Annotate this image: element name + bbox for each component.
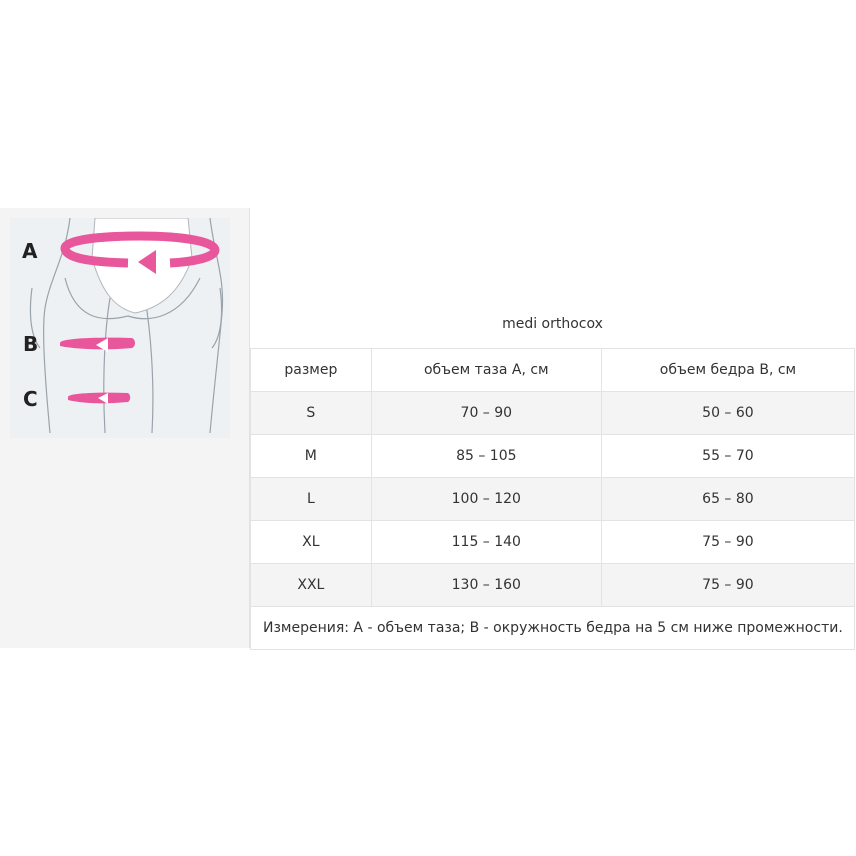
measurement-note: Измерения: А - объем таза; В - окружность бедра на 5 см ниже промежности. bbox=[251, 607, 855, 650]
cell-thigh: 75 – 90 bbox=[601, 564, 854, 607]
cell-size: S bbox=[251, 392, 372, 435]
table-row bbox=[251, 521, 855, 564]
cell-size: XXL bbox=[251, 564, 372, 607]
table-title: medi orthocox bbox=[502, 316, 603, 332]
header-hip-volume: объем таза A, см bbox=[371, 349, 601, 392]
header-thigh-volume: объем бедра B, см bbox=[601, 349, 854, 392]
cell-hip: 130 – 160 bbox=[371, 564, 601, 607]
table-row bbox=[251, 435, 855, 478]
cell-hip: 115 – 140 bbox=[371, 521, 601, 564]
measurement-illustration bbox=[10, 218, 230, 438]
body-diagram bbox=[10, 218, 230, 438]
size-table bbox=[250, 348, 855, 650]
cell-hip: 100 – 120 bbox=[371, 478, 601, 521]
cell-thigh: 75 – 90 bbox=[601, 521, 854, 564]
band-b-arrow-icon bbox=[60, 338, 135, 352]
table-row bbox=[251, 564, 855, 607]
label-c: C bbox=[23, 387, 38, 411]
header-size: размер bbox=[251, 349, 372, 392]
band-c-arrow-icon bbox=[68, 393, 130, 404]
table-header-row bbox=[251, 349, 855, 392]
cell-thigh: 50 – 60 bbox=[601, 392, 854, 435]
cell-hip: 70 – 90 bbox=[371, 392, 601, 435]
table-note-row bbox=[251, 607, 855, 650]
cell-size: XL bbox=[251, 521, 372, 564]
label-a: A bbox=[22, 239, 38, 263]
cell-size: M bbox=[251, 435, 372, 478]
size-chart-panel bbox=[0, 208, 856, 648]
label-b: B bbox=[23, 332, 39, 356]
table-row bbox=[251, 478, 855, 521]
cell-thigh: 65 – 80 bbox=[601, 478, 854, 521]
cell-size: L bbox=[251, 478, 372, 521]
table-row bbox=[251, 392, 855, 435]
cell-thigh: 55 – 70 bbox=[601, 435, 854, 478]
cell-hip: 85 – 105 bbox=[371, 435, 601, 478]
size-table-container bbox=[249, 208, 856, 648]
